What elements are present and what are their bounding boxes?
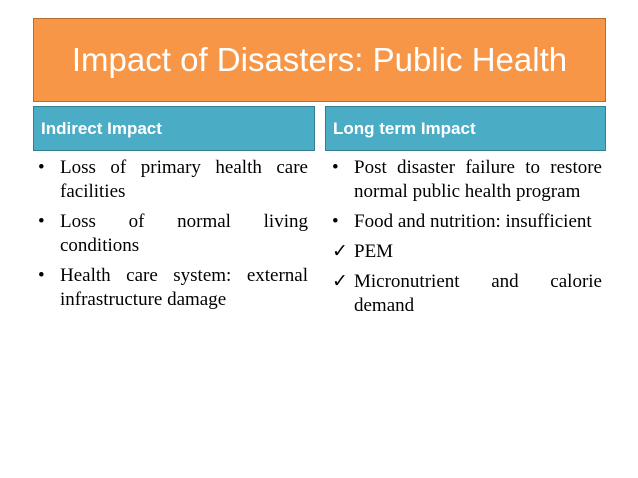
slide-title: Impact of Disasters: Public Health [71,41,568,78]
indirect-impact-header-label: Indirect Impact [41,118,162,138]
list-item-text: Loss of normal living conditions [60,211,308,256]
slide-title-bar [33,18,606,102]
list-item [36,156,308,204]
long-term-impact-header-label: Long term Impact [333,118,476,138]
bullet-icon: • [332,157,339,178]
bullet-icon: • [38,157,45,178]
list-item-text: Post disaster failure to restore normal public health program [354,157,602,202]
list-item-text: Health care system: external infrastructure damage [60,265,308,310]
indirect-impact-list [36,156,308,318]
checkmark-icon: ✓ [332,271,348,292]
list-item [330,210,602,234]
list-item-text: Food and nutrition: insufficient [354,211,592,232]
list-item [36,264,308,312]
bullet-icon: • [38,265,45,286]
long-term-impact-list [330,156,602,324]
list-item [36,210,308,258]
long-term-impact-header [325,106,606,151]
bullet-icon: • [38,211,45,232]
list-item-text: PEM [354,241,394,262]
bullet-icon: • [332,211,339,232]
checkmark-icon: ✓ [332,241,348,262]
list-item-text: Loss of primary health care facilities [60,157,308,202]
list-item-text: Micronutrient and calorie demand [354,271,602,316]
indirect-impact-header [33,106,315,151]
list-item [330,156,602,204]
list-item [330,270,602,318]
list-item [330,240,602,264]
